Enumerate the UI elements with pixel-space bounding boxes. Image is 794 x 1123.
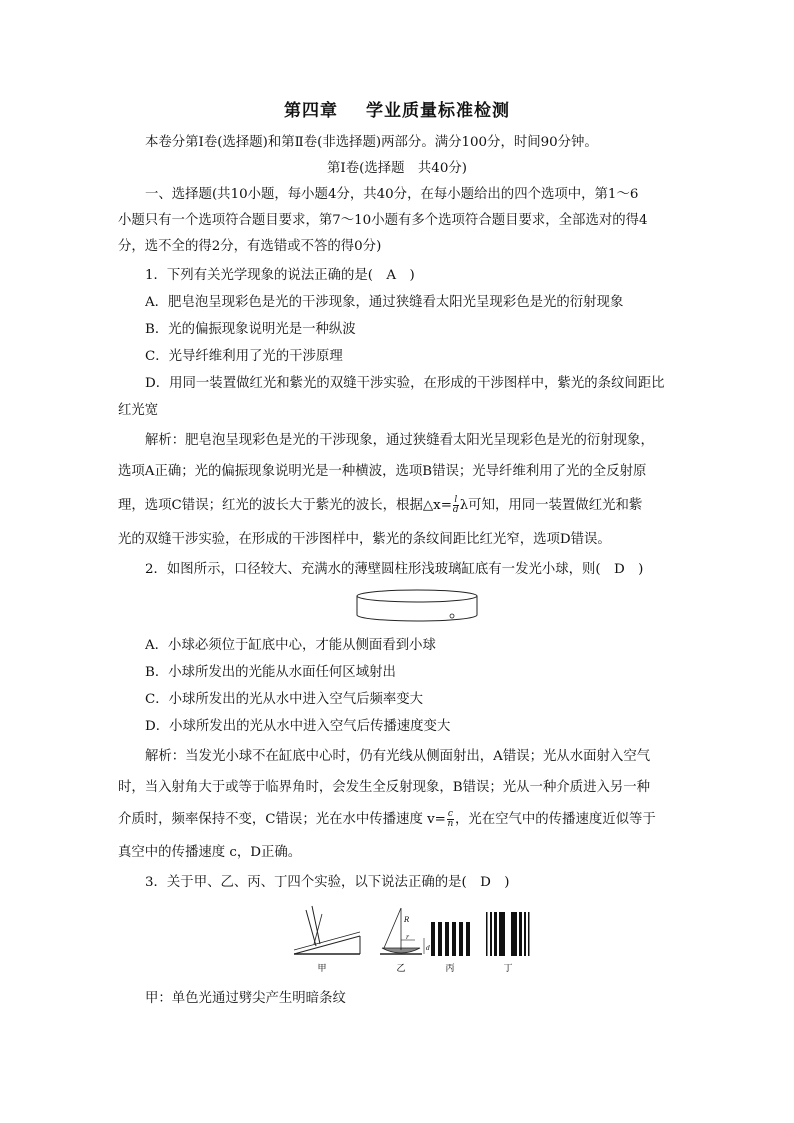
label-bing: 丙 — [445, 964, 455, 974]
instructions-line-3: 分，选不全的得2分，有选错或不答的得0分) — [118, 239, 382, 254]
wedge-experiment — [294, 906, 360, 954]
label-yi: 乙 — [396, 964, 406, 974]
instructions-line-2: 小题只有一个选项符合题目要求，第7～10小题有多个选项符合题目要求，全部选对的得4 — [118, 213, 648, 228]
label-R: R — [404, 916, 410, 924]
fraction-l-over-d: $\frac{l}{d}$ — [452, 495, 459, 515]
q1-option-c: C．光导纤维利用了光的干涉原理 — [145, 349, 343, 364]
instructions-line-1: 一、选择题(共10小题，每小题4分，共40分，在每小题给出的四个选项中，第1～6 — [145, 187, 639, 202]
q2-analysis-2: 时，当入射角大于或等于临界角时，会发生全反射现象，B错误；光从一种介质进入另一种 — [118, 780, 651, 795]
q1-analysis-1: 解析：肥皂泡呈现彩色是光的干涉现象，通过狭缝看太阳光呈现彩色是光的衍射现象， — [145, 433, 654, 448]
glass-tank-figure — [350, 586, 484, 630]
q3-stem: 3．关于甲、乙、丙、丁四个实验，以下说法正确的是( D ) — [145, 875, 510, 890]
q2-option-a: A．小球必须位于缸底中心，才能从侧面看到小球 — [145, 638, 436, 653]
q1-stem: 1．下列有关光学现象的说法正确的是( A ) — [145, 268, 415, 283]
label-d: d — [426, 945, 430, 952]
label-jia: 甲 — [317, 964, 327, 974]
q2-option-d: D．小球所发出的光从水中进入空气后传播速度变大 — [145, 719, 451, 734]
q2-analysis-4: 真空中的传播速度 c，D正确。 — [118, 845, 302, 860]
label-r: r — [406, 934, 409, 941]
fraction-c-over-n: $\frac{c}{n}$ — [447, 809, 454, 829]
diffraction-pattern — [486, 912, 530, 956]
q1-analysis-2: 选项A正确；光的偏振现象说明光是一种横波，选项B错误；光导纤维利用了光的全反射原 — [118, 464, 647, 479]
glowing-ball — [450, 614, 454, 618]
newton-rings-experiment — [380, 908, 424, 954]
label-ding: 丁 — [503, 964, 513, 974]
title-text: 学业质量标准检测 — [366, 101, 510, 121]
q2-analysis-3: 介质时，频率保持不变，C错误；光在水中传播速度 v= $\frac{c}{n}$ ，光在空气中的传播速度近似等于 — [118, 809, 656, 829]
equal-fringes-pattern — [431, 922, 470, 956]
q2-stem: 2．如图所示，口径较大、充满水的薄壁圆柱形浅玻璃缸底有一发光小球，则( D ) — [145, 562, 644, 577]
q2-analysis-1: 解析：当发光小球不在缸底中心时，仍有光线从侧面射出，A错误；光从水面射入空气 — [145, 749, 651, 764]
q2-option-c: C．小球所发出的光从水中进入空气后频率变大 — [145, 692, 424, 707]
q1-analysis-4: 光的双缝干涉实验，在形成的干涉图样中，紫光的条纹间距比红光窄，选项D错误。 — [118, 532, 611, 547]
four-experiments-figure — [290, 898, 530, 978]
q1-analysis-3: 理，选项C错误；红光的波长大于紫光的波长，根据△x= $\frac{l}{d}$ λ可知，用同一装置做红光和紫 — [118, 495, 643, 515]
q1-option-b: B．光的偏振现象说明光是一种纵波 — [145, 322, 356, 337]
page-title — [0, 96, 794, 121]
q3-item-jia: 甲：单色光通过劈尖产生明暗条纹 — [145, 991, 346, 1006]
q1-option-d: D．用同一装置做红光和紫光的双缝干涉实验，在形成的干涉图样中，紫光的条纹间距比 — [145, 376, 665, 391]
q2-option-b: B．小球所发出的光能从水面任何区域射出 — [145, 665, 396, 680]
q1-option-a: A．肥皂泡呈现彩色是光的干涉现象，通过狭缝看太阳光呈现彩色是光的衍射现象 — [145, 295, 624, 310]
q1-option-d-cont: 红光宽 — [118, 403, 159, 418]
intro-text: 本卷分第Ⅰ卷(选择题)和第Ⅱ卷(非选择题)两部分。满分100分，时间90分钟。 — [145, 135, 598, 150]
section-heading: 第Ⅰ卷(选择题 共40分) — [327, 161, 467, 176]
chapter-label: 第四章 — [284, 101, 338, 121]
